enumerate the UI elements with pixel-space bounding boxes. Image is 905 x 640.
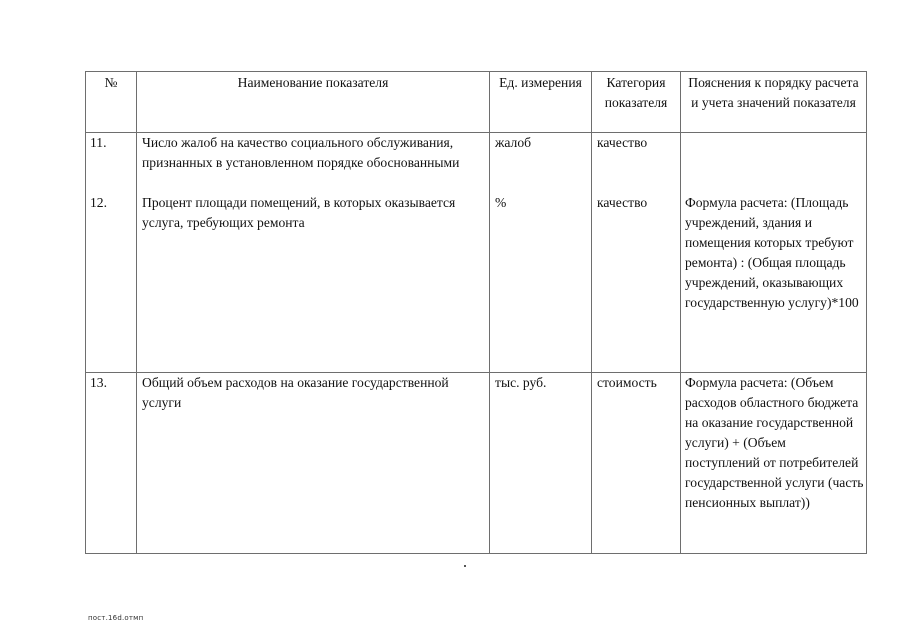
row-12-category: качество: [592, 193, 681, 373]
row-13-name: Общий объем расходов на оказание государственной услуги: [137, 373, 490, 554]
header-num: №: [86, 72, 137, 133]
table-row: [86, 193, 867, 373]
row-12-num: 12.: [86, 193, 137, 373]
row-13-unit: тыс. руб.: [490, 373, 592, 554]
row-11-name: Число жалоб на качество социального обслуживания, признанных в установленном порядке обоснованными: [137, 133, 490, 193]
row-11-category: качество: [592, 133, 681, 193]
indicator-table: [85, 71, 867, 554]
header-name: Наименование показателя: [137, 72, 490, 133]
row-12-explanation: Формула расчета: (Площадь учреждений, здания и помещения которых требуют ремонта) : (Общая площадь учреждений, оказывающих государственную услугу)*100: [681, 193, 867, 373]
row-12-name: Процент площади помещений, в которых оказывается услуга, требующих ремонта: [137, 193, 490, 373]
header-category: Категория показателя: [592, 72, 681, 133]
row-11-explanation: [681, 133, 867, 193]
row-11-num: 11.: [86, 133, 137, 193]
table-row: [86, 133, 867, 193]
header-explanation: Пояснения к порядку расчета и учета значений показателя: [681, 72, 867, 133]
row-12-unit: %: [490, 193, 592, 373]
row-13-num: 13.: [86, 373, 137, 554]
table-row: [86, 373, 867, 554]
row-11-unit: жалоб: [490, 133, 592, 193]
row-13-category: стоимость: [592, 373, 681, 554]
footer-note: пост.16d.отмп: [88, 614, 144, 622]
table-header: [86, 72, 867, 133]
row-13-explanation: Формула расчета: (Объем расходов областного бюджета на оказание государственной услуги) + (Объем поступлений от потребителей государственной услуги (часть пенсионных выплат)): [681, 373, 867, 554]
scan-speck: [464, 565, 466, 567]
header-unit: Ед. измерения: [490, 72, 592, 133]
